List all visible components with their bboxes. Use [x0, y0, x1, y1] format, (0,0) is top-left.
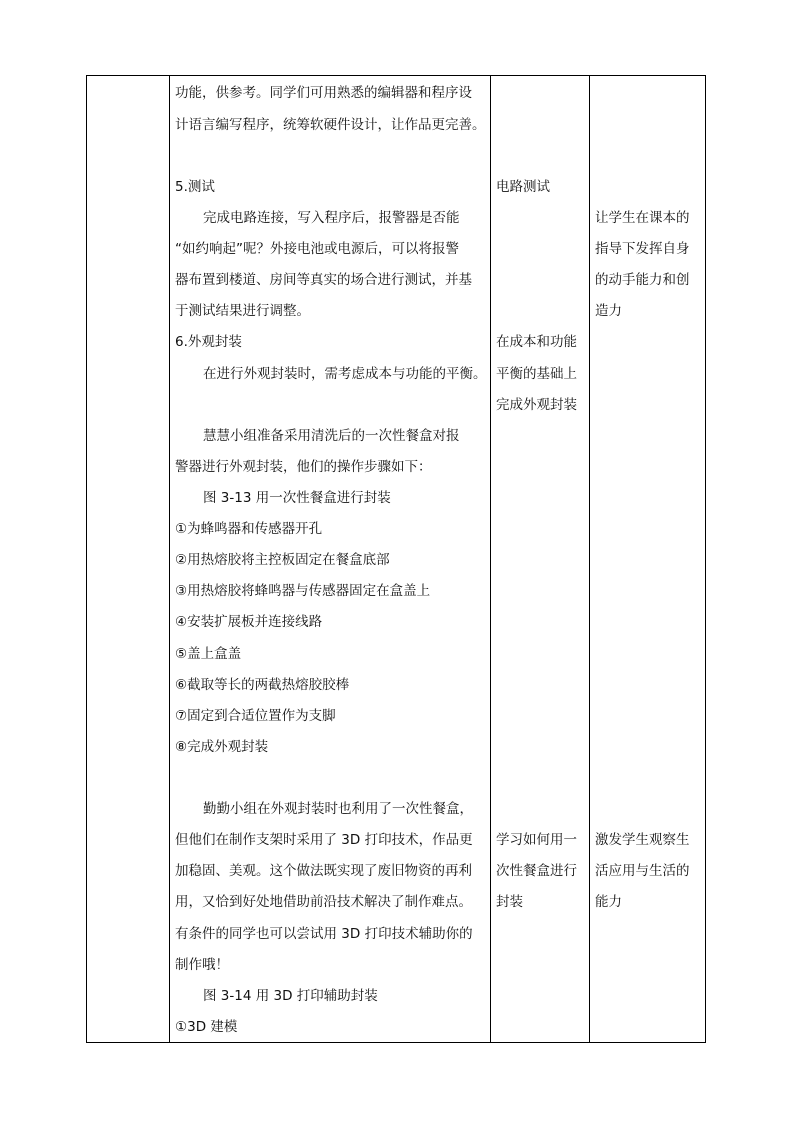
- intent-line: 激发学生观察生: [595, 832, 690, 848]
- intent-line: 的动手能力和创: [595, 272, 690, 288]
- column-divider: [589, 76, 590, 1042]
- content-line: 制作哦！: [175, 957, 229, 973]
- content-line: 警器进行外观封装，他们的操作步骤如下：: [175, 459, 432, 475]
- content-line: 慧慧小组准备采用清洗后的一次性餐盒对报: [203, 428, 460, 444]
- section-heading: 5.测试: [175, 179, 215, 195]
- activity-line: 次性餐盒进行: [496, 863, 577, 879]
- stage-column: [87, 76, 169, 1042]
- step-item: ⑥截取等长的两截热熔胶胶棒: [175, 677, 350, 693]
- step-item: ①3D 建模: [175, 1019, 238, 1035]
- intent-line: 指导下发挥自身: [595, 241, 690, 257]
- intent-line: 让学生在课本的: [595, 210, 690, 226]
- intent-line: 能力: [595, 894, 622, 910]
- content-line: 用，又恰到好处地借助前沿技术解决了制作难点。: [175, 894, 472, 910]
- intent-line: 造力: [595, 303, 622, 319]
- step-item: ③用热熔胶将蜂鸣器与传感器固定在盒盖上: [175, 583, 431, 599]
- section-heading: 6.外观封装: [175, 334, 242, 350]
- content-line: 功能，供参考。同学们可用熟悉的编辑器和程序设: [175, 85, 472, 101]
- content-line: 在进行外观封装时，需考虑成本与功能的平衡。: [203, 366, 487, 382]
- content-line: 器布置到楼道、房间等真实的场合进行测试，并基: [175, 272, 472, 288]
- figure-caption: 图 3-13 用一次性餐盒进行封装: [203, 490, 391, 506]
- step-item: ⑧完成外观封装: [175, 739, 269, 755]
- column-divider: [490, 76, 491, 1042]
- content-line: 完成电路连接，写入程序后，报警器是否能: [203, 210, 460, 226]
- step-item: ⑦固定到合适位置作为支脚: [175, 708, 336, 724]
- step-item: ④安装扩展板并连接线路: [175, 614, 323, 630]
- design-intent-column: [595, 76, 703, 1042]
- content-line: “如约响起”呢？外接电池或电源后，可以将报警: [175, 241, 459, 257]
- step-item: ⑤盖上盒盖: [175, 646, 242, 662]
- activity-line: 平衡的基础上: [496, 366, 577, 382]
- activity-line: 封装: [496, 894, 523, 910]
- figure-caption: 图 3-14 用 3D 打印辅助封装: [203, 988, 378, 1004]
- intent-line: 活应用与生活的: [595, 863, 690, 879]
- activity-line: 学习如何用一: [496, 832, 577, 848]
- activity-line: 完成外观封装: [496, 397, 577, 413]
- content-line: 但他们在制作支架时采用了 3D 打印技术，作品更: [175, 832, 473, 848]
- activity-line: 电路测试: [496, 179, 550, 195]
- content-line: 加稳固、美观。这个做法既实现了废旧物资的再利: [175, 863, 472, 879]
- step-item: ①为蜂鸣器和传感器开孔: [175, 521, 323, 537]
- lesson-table: [86, 75, 706, 1043]
- content-line: 于测试结果进行调整。: [175, 303, 310, 319]
- content-line: 计语言编写程序，统筹软硬件设计，让作品更完善。: [175, 117, 486, 133]
- step-item: ②用热熔胶将主控板固定在餐盒底部: [175, 552, 390, 568]
- student-activity-column: [496, 76, 588, 1042]
- activity-line: 在成本和功能: [496, 334, 577, 350]
- column-divider: [169, 76, 170, 1042]
- content-line: 有条件的同学也可以尝试用 3D 打印技术辅助你的: [175, 926, 473, 942]
- content-line: 勤勤小组在外观封装时也利用了一次性餐盒，: [203, 801, 473, 817]
- teaching-content-column: [175, 76, 487, 1042]
